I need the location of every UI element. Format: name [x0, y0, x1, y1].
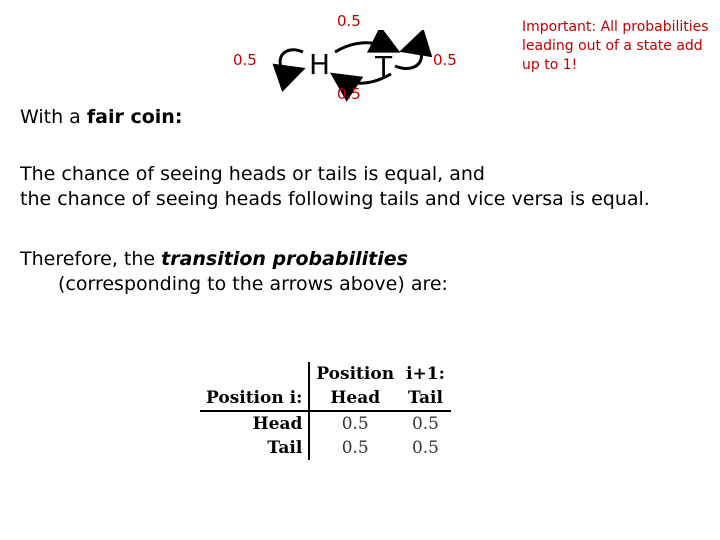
prob-right-label: 0.5 — [433, 51, 457, 69]
prob-bottom-label: 0.5 — [337, 85, 361, 103]
diagram-svg — [255, 30, 485, 110]
transition-probabilities-term: transition probabilities — [161, 248, 408, 270]
state-t-label: T — [375, 50, 393, 83]
paragraph-two-prefix: Therefore, the — [20, 248, 162, 270]
table-row — [200, 411, 451, 436]
self-loop-t-arrow — [395, 49, 421, 69]
table-row — [200, 436, 451, 460]
header-top-left: Position — [316, 364, 395, 384]
column-header-head: Head — [330, 388, 381, 408]
row-label-header: Position i: — [200, 386, 309, 411]
paragraph-one — [20, 162, 650, 212]
heading-bold: fair coin: — [86, 106, 183, 128]
self-loop-h-arrow — [280, 50, 303, 72]
paragraph-one-line1: The chance of seeing heads or tails is equal, and — [20, 163, 485, 185]
cell-head-tail: 0.5 — [400, 411, 451, 436]
transition-table — [200, 362, 451, 460]
cell-tail-head: 0.5 — [341, 438, 369, 458]
paragraph-two — [20, 247, 448, 297]
cell-tail-tail: 0.5 — [411, 438, 439, 458]
fair-coin-heading — [20, 106, 182, 128]
heading-prefix: With a — [20, 106, 87, 128]
row-label-head: Head — [200, 411, 309, 436]
header-top-right: i+1: — [406, 364, 445, 384]
prob-left-label: 0.5 — [233, 51, 257, 69]
row-label-tail: Tail — [200, 436, 309, 460]
transition-diagram — [255, 30, 485, 114]
prob-top-label: 0.5 — [337, 12, 361, 30]
cell-head-head: 0.5 — [309, 411, 400, 436]
paragraph-one-line2: the chance of seeing heads following tails and vice versa is equal. — [20, 188, 650, 210]
column-header-tail: Tail — [408, 388, 443, 408]
paragraph-two-line2: (corresponding to the arrows above) are: — [58, 273, 448, 295]
state-h-label: H — [309, 48, 331, 81]
important-note: Important: All probabilities leading out of a state add up to 1! — [522, 19, 709, 73]
